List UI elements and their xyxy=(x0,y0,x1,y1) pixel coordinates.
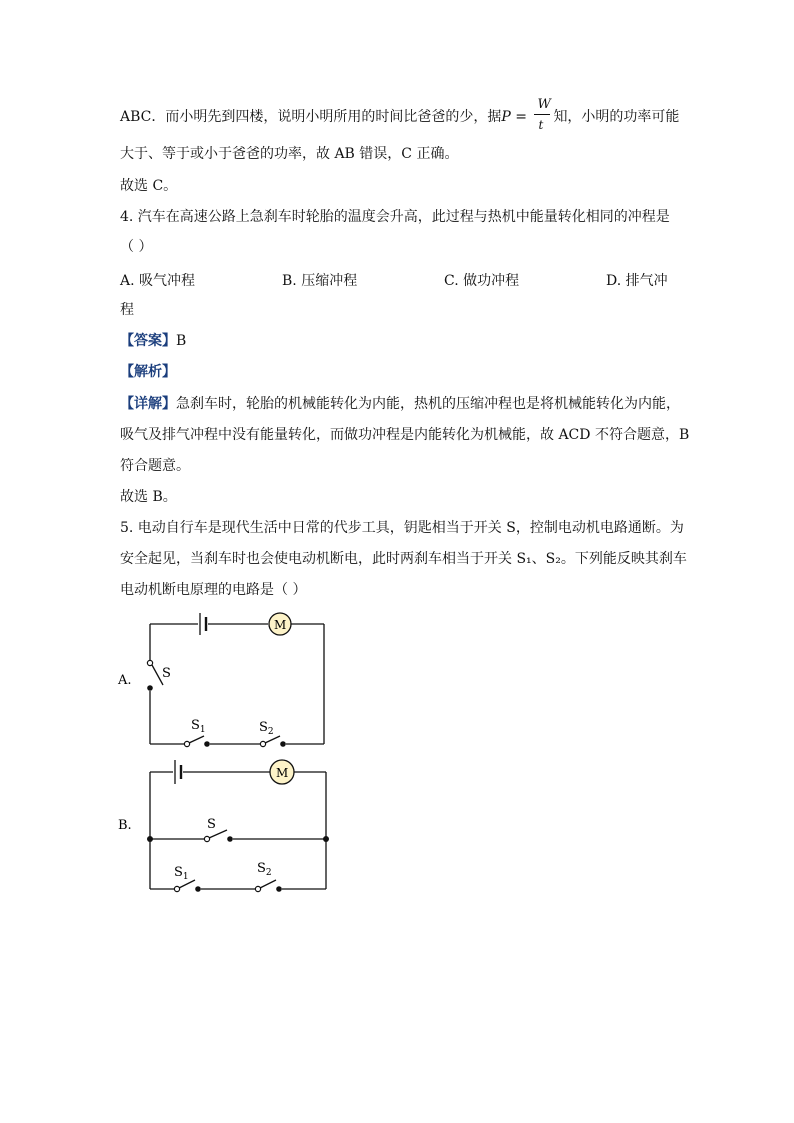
circuit-a-label: A. xyxy=(118,673,132,688)
switch-s2-terminal-left xyxy=(255,886,260,891)
question-4-paren: （ ） xyxy=(120,239,153,255)
detail-line-3: 符合题意。 xyxy=(120,458,190,474)
switch-s-label: S xyxy=(207,817,216,832)
line-1-text-a: ABC．而小明先到四楼，说明小明所用的时间比爸爸的少，据 xyxy=(120,109,502,125)
switch-s2-subscript: 2 xyxy=(265,868,272,878)
switch-s1-subscript: 1 xyxy=(182,872,189,882)
switch-s1-blade xyxy=(189,736,204,743)
switch-s2-subscript: 2 xyxy=(267,727,274,737)
analysis-line xyxy=(120,363,176,381)
question-5-line-1: 5. 电动自行车是现代生活中日常的代步工具，钥匙相当于开关 S，控制电动机电路通断。为 xyxy=(120,520,684,536)
switch-s2-label xyxy=(257,861,272,878)
switch-s-terminal-right xyxy=(227,836,233,842)
detail-line-1 xyxy=(120,395,680,413)
switch-s-label: S xyxy=(162,666,171,681)
circuit-b-label: B. xyxy=(118,818,132,833)
question-5-line-2: 安全起见，当刹车时也会使电动机断电，此时两刹车相当于开关 S₁、S₂。下列能反映其刹车 xyxy=(120,551,687,567)
fraction-numerator: W xyxy=(537,97,551,112)
detail-text-1: 急刹车时，轮胎的机械能转化为内能，热机的压缩冲程也是将机械能转化为内能， xyxy=(176,396,680,412)
switch-s1-label xyxy=(191,718,206,735)
answer-line xyxy=(120,332,186,350)
switch-s1-terminal-right xyxy=(204,741,210,747)
power-variable: P xyxy=(501,109,511,125)
line-3: 故选 C。 xyxy=(120,178,178,194)
switch-s-terminal-left xyxy=(204,836,209,841)
switch-s2-terminal-left xyxy=(260,741,265,746)
switch-s2-label xyxy=(259,720,274,737)
circuit-diagram-a xyxy=(110,605,340,755)
switch-s2-terminal-right xyxy=(276,886,282,892)
choose-b-line: 故选 B。 xyxy=(120,489,177,505)
work-over-time-fraction xyxy=(531,97,553,132)
analysis-label: 【解析】 xyxy=(120,364,176,380)
switch-s1-terminal-left xyxy=(174,886,179,891)
q4-option-b: B. 压缩冲程 xyxy=(282,273,358,289)
question-4-stem: 4. 汽车在高速公路上急刹车时轮胎的温度会升高，此过程与热机中能量转化相同的冲程是 xyxy=(120,209,670,225)
motor-label: M xyxy=(276,766,289,780)
detail-line-2: 吸气及排气冲程中没有能量转化，而做功冲程是内能转化为机械能，故 ACD 不符合题意，B xyxy=(120,427,690,443)
line-1-text-b: 知，小明的功率可能 xyxy=(553,109,680,125)
q4-option-a: A. 吸气冲程 xyxy=(120,273,196,289)
switch-s1-label xyxy=(174,865,189,882)
switch-s1-terminal-left xyxy=(184,741,189,746)
switch-s1-subscript: 1 xyxy=(199,725,206,735)
detail-label: 【详解】 xyxy=(120,396,176,412)
switch-s2-letter: S xyxy=(257,861,266,876)
answer-value: B xyxy=(176,333,187,349)
fraction-bar xyxy=(534,114,550,115)
line-2: 大于、等于或小于爸爸的功率，故 AB 错误，C 正确。 xyxy=(120,146,459,162)
equals-sign: = xyxy=(515,109,527,125)
q4-option-d-continued: 程 xyxy=(120,302,134,318)
answer-label: 【答案】 xyxy=(120,333,176,349)
switch-s2-blade xyxy=(265,736,280,743)
switch-s1-letter: S xyxy=(191,718,200,733)
line-1 xyxy=(120,97,680,132)
switch-s-terminal-bottom xyxy=(147,685,153,691)
switch-s2-letter: S xyxy=(259,720,268,735)
circuit-diagram-b xyxy=(110,755,340,895)
q4-option-c: C. 做功冲程 xyxy=(444,273,520,289)
switch-s1-letter: S xyxy=(174,865,183,880)
switch-s1-terminal-right xyxy=(195,886,201,892)
motor-label: M xyxy=(274,618,287,632)
q4-option-d: D. 排气冲 xyxy=(606,273,668,289)
switch-s2-blade xyxy=(260,880,276,888)
fraction-denominator: t xyxy=(538,118,544,132)
switch-s-terminal-top xyxy=(147,660,152,665)
switch-s2-terminal-right xyxy=(280,741,286,747)
question-5-line-3: 电动机断电原理的电路是（ ） xyxy=(120,582,307,598)
